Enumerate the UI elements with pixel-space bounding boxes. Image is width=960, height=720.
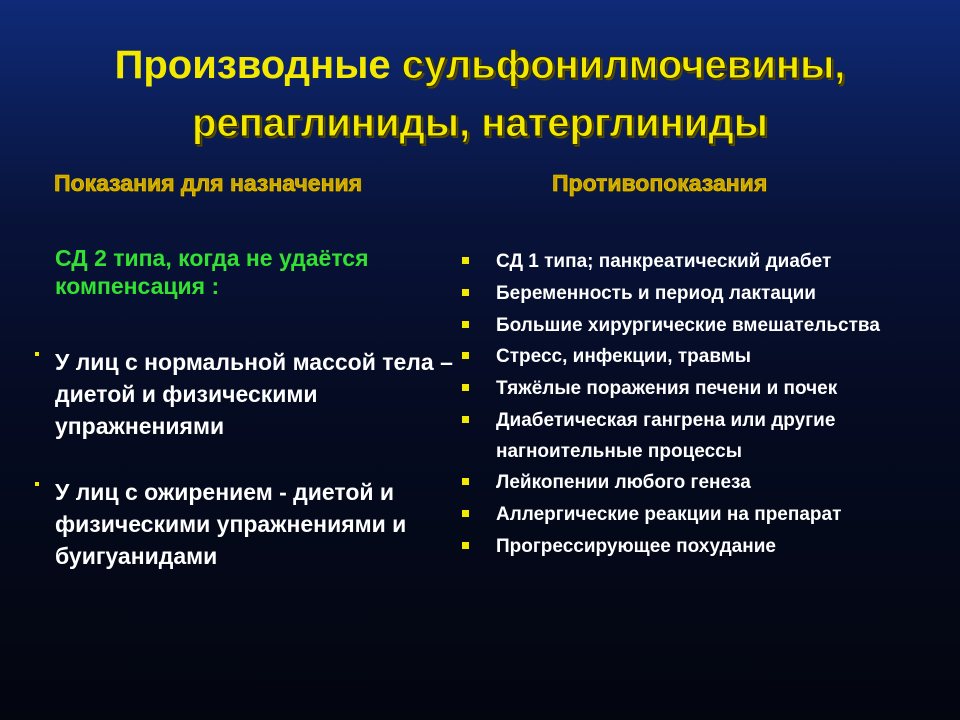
list-item-text: Диабетическая гангрена или другие нагноительные процессы [496,410,836,462]
list-item-text: Беременность и период лактации [496,283,816,304]
indications-heading: Показания для назначения [54,170,363,196]
title-line-1-outline: сульфонилмочевины, [401,43,846,87]
slide-title [0,36,960,152]
bullet-icon [35,352,39,356]
list-item [462,310,932,341]
title-line-1 [0,36,960,94]
bullet-icon [462,478,469,485]
list-item [462,341,932,373]
bullet-icon [35,482,39,486]
list-item-text: Стресс, инфекции, травмы [496,346,752,367]
indications-intro: СД 2 типа, когда не удаётся компенсация : [55,245,369,299]
list-item [35,346,465,442]
list-item [462,278,932,310]
bullet-icon [462,352,469,359]
list-item-text: Большие хирургические вмешательства [496,315,880,336]
list-item-text: У лиц с ожирением - диетой и физическими упражнениями и буигуанидами [55,479,407,569]
list-item-text: У лиц с нормальной массой тела – диетой и физическими упражнениями [55,349,453,439]
list-item [462,467,932,499]
contraindications-heading: Противопоказания [552,170,768,196]
bullet-icon [462,416,469,423]
list-item [35,476,465,572]
list-item [462,246,932,278]
list-item [462,373,932,405]
list-item-text: Прогрессирующее похудание [496,536,776,557]
title-line-1-plain: Производные [114,43,402,87]
bullet-icon [462,384,469,391]
list-item-text: Лейкопении любого генеза [496,472,751,493]
bullet-icon [462,510,469,517]
contraindications-list [462,246,932,563]
list-item [462,531,932,563]
title-line-2 [0,94,960,152]
bullet-icon [462,257,469,264]
list-item-text: СД 1 типа; панкреатический диабет [496,251,832,272]
bullet-icon [462,321,469,328]
list-item [462,405,932,467]
title-line-2-outline: репаглиниды, натерглиниды [192,101,768,145]
list-item-text: Тяжёлые поражения печени и почек [496,378,838,399]
list-item-text: Аллергические реакции на препарат [496,504,842,525]
list-item [462,499,932,531]
indications-list [35,346,465,606]
bullet-icon [462,289,469,296]
bullet-icon [462,542,469,549]
